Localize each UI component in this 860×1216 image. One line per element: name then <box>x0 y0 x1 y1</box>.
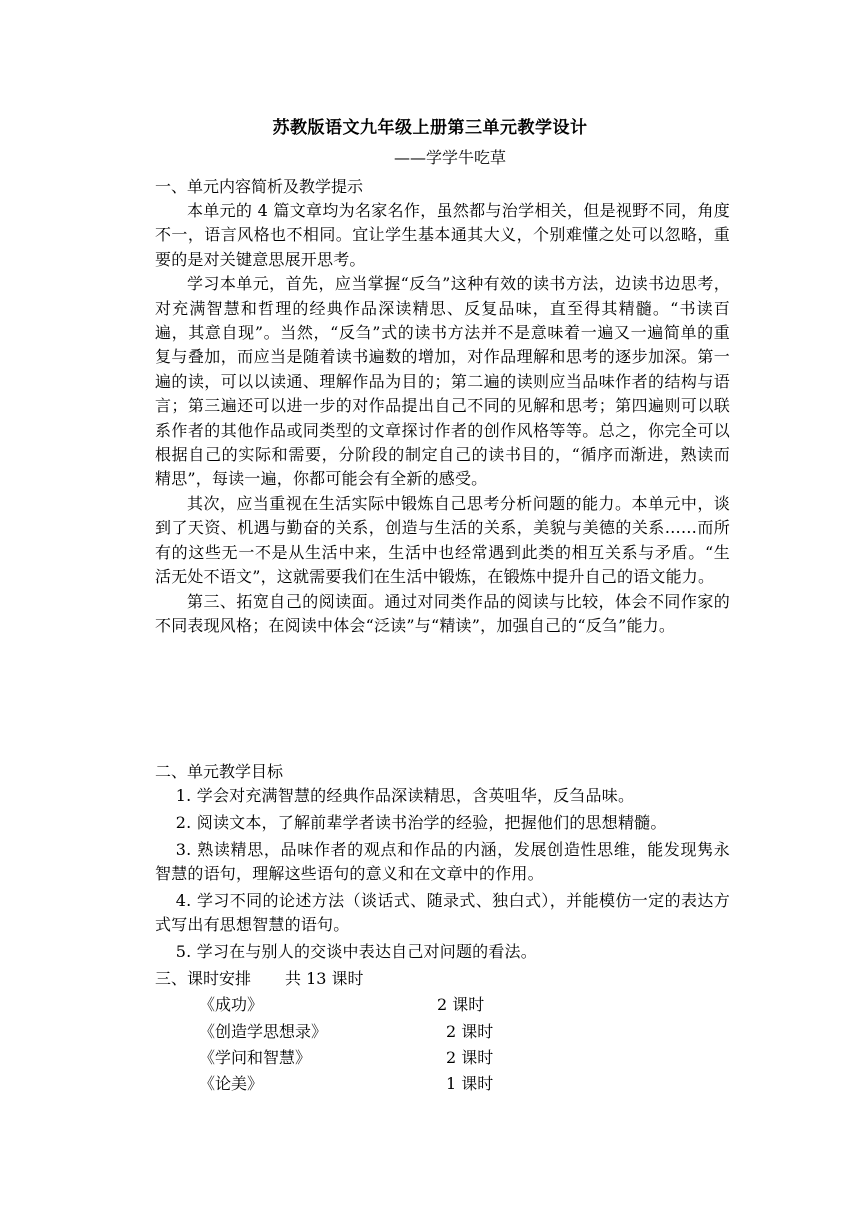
goal-item: 3. 熟读精思，品味作者的观点和作品的内涵，发展创造性思维，能发现隽永智慧的语句，理解这些语句的意义和在文章中的作用。 <box>155 839 730 883</box>
document-title: 苏教版语文九年级上册第三单元教学设计 <box>272 118 588 138</box>
lesson-hours: 2 课时 <box>437 995 485 1014</box>
lesson-hours: 2 课时 <box>446 1048 494 1067</box>
section-heading: 二、单元教学目标 <box>155 762 284 781</box>
section-unit-analysis <box>155 175 730 638</box>
goal-item: 1. 学会对充满智慧的经典作品深读精思，含英咀华，反刍品味。 <box>175 786 635 805</box>
lesson-name: 《成功》 <box>199 995 264 1014</box>
goal-item: 2. 阅读文本，了解前辈学者读书治学的经验，把握他们的思想精髓。 <box>175 812 667 832</box>
paragraph: 第三、拓宽自己的阅读面。通过对同类作品的阅读与比较，体会不同作家的不同表现风格；在阅读中体会“泛读”与“精读”，加强自己的“反刍”能力。 <box>155 591 730 635</box>
paragraph: 本单元的 4 篇文章均为名家名作，虽然都与治学相关，但是视野不同，角度不一，语言风格也不相同。宜让学生基本通其大义，个别难懂之处可以忽略，重要的是对关键意思展开思考。 <box>155 201 730 269</box>
paragraph: 学习本单元，首先，应当掌握“反刍”这种有效的读书方法，边读书边思考，对充满智慧和哲理的经典作品深读精思、反复品味，直至得其精髓。“书读百遍，其意自现”。当然，“反刍”式的读书方法并不是意味着一遍又一遍简单的重复与叠加，而应当是随着读书遍数的增加，对作品理解和思考的逐步加深。第一遍的读，可以以读通、理解作品为目的；第二遍的读则应当品味作者的结构与语言；第三遍还可以进一步的对作品提出自己不同的见解和思考；第四遍则可以联系作者的其他作品或同类型的文章探讨作者的创作风格等等。总之，你完全可以根据自己的实际和需要，分阶段的制定自己的读书目的，“循序而渐进，熟读而精思”，每读一遍，你都可能会有全新的感受。 <box>155 274 730 489</box>
lesson-name: 《学问和智慧》 <box>199 1048 312 1067</box>
section-teaching-goals <box>155 760 730 964</box>
document-subtitle: ——学学牛吃草 <box>393 148 506 167</box>
section-heading: 一、单元内容简析及教学提示 <box>155 177 364 196</box>
lesson-hours: 1 课时 <box>446 1074 494 1093</box>
goal-item: 5. 学习在与别人的交谈中表达自己对问题的看法。 <box>175 942 537 961</box>
goal-item: 4. 学习不同的论述方法（谈话式、随录式、独白式），并能模仿一定的表达方式写出有思想智慧的语句。 <box>155 890 730 935</box>
lesson-name: 《论美》 <box>199 1074 264 1093</box>
paragraph: 其次，应当重视在生活实际中锻炼自己思考分析问题的能力。本单元中，谈到了天资、机遇与勤奋的关系，创造与生活的关系，美貌与美德的关系……而所有的这些无一不是从生活中来，生活中也经常遇到此类的相互关系与矛盾。“生活无处不语文”，这就需要我们在生活中锻炼，在锻炼中提升自己的语文能力。 <box>155 493 730 587</box>
schedule-total: 共 13 课时 <box>285 969 364 988</box>
lesson-name: 《创造学思想录》 <box>199 1022 328 1041</box>
schedule-heading-label: 三、课时安排 <box>155 969 252 988</box>
section-heading <box>155 967 730 991</box>
lesson-hours: 2 课时 <box>446 1022 494 1041</box>
section-schedule <box>155 967 730 991</box>
